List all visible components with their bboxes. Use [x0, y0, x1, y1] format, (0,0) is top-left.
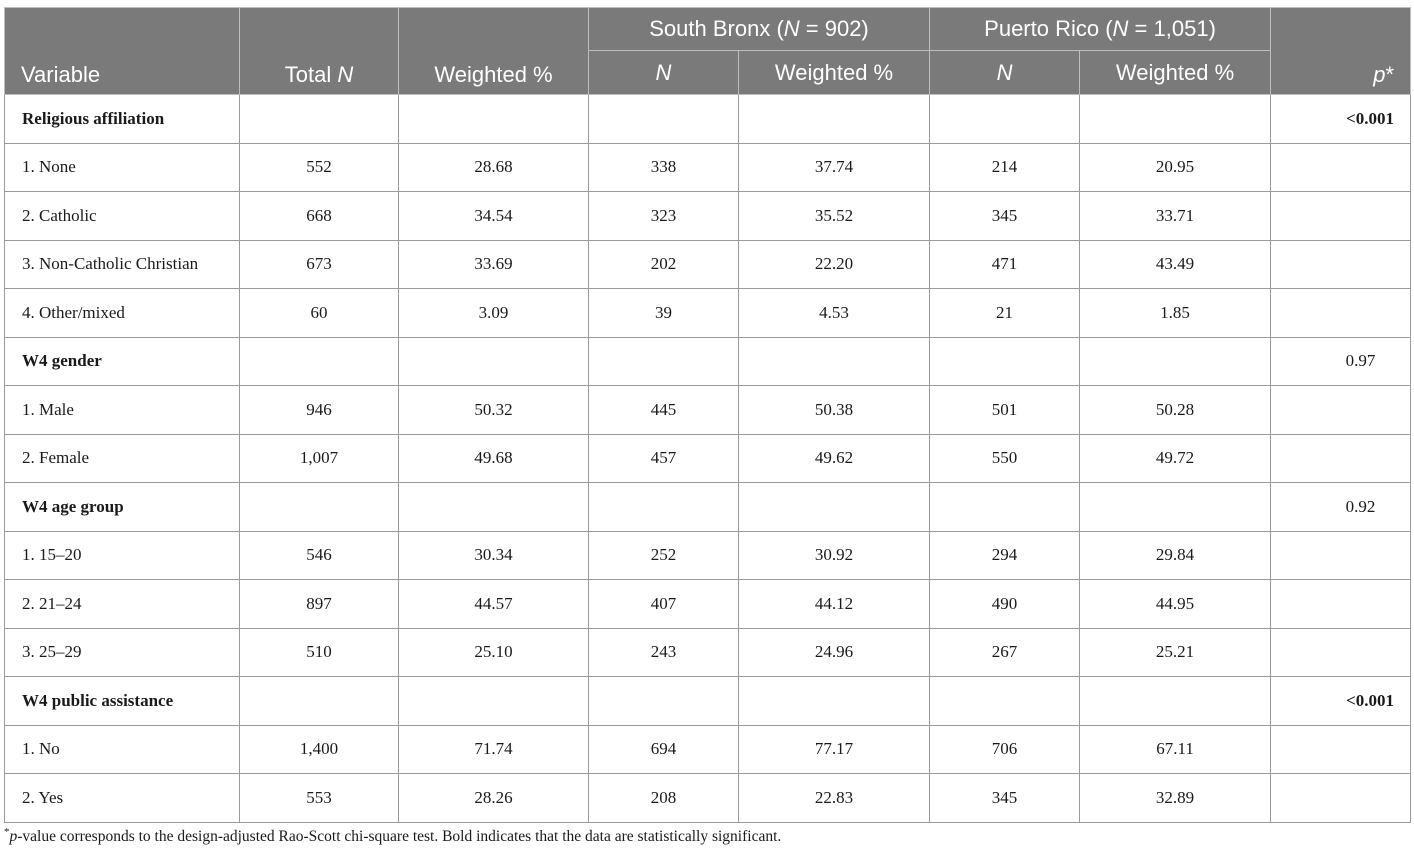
empty-cell — [399, 337, 589, 386]
empty-cell — [1080, 483, 1271, 532]
puerto-rico-weighted-cell: 43.49 — [1080, 240, 1271, 289]
p-value-cell — [1271, 434, 1411, 483]
puerto-rico-weighted-cell: 49.72 — [1080, 434, 1271, 483]
weighted-pct-cell: 28.68 — [399, 143, 589, 192]
puerto-rico-n-cell: 706 — [930, 725, 1080, 774]
empty-cell — [739, 337, 930, 386]
weighted-pct-cell: 50.32 — [399, 386, 589, 435]
empty-cell — [589, 95, 739, 144]
south-bronx-weighted-cell: 22.20 — [739, 240, 930, 289]
empty-cell — [739, 677, 930, 726]
empty-cell — [399, 677, 589, 726]
total-n-cell: 553 — [240, 774, 399, 823]
empty-cell — [589, 483, 739, 532]
total-n-cell: 510 — [240, 628, 399, 677]
row-label: 1. Male — [5, 386, 240, 435]
south-bronx-n-cell: 407 — [589, 580, 739, 629]
south-bronx-weighted-cell: 24.96 — [739, 628, 930, 677]
total-n-cell: 897 — [240, 580, 399, 629]
row-label: 1. None — [5, 143, 240, 192]
weighted-pct-cell: 34.54 — [399, 192, 589, 241]
section-row — [5, 483, 1411, 532]
south-bronx-weighted-cell: 4.53 — [739, 289, 930, 338]
south-bronx-n-cell: 202 — [589, 240, 739, 289]
p-value-cell: <0.001 — [1271, 677, 1411, 726]
south-bronx-n-cell: 243 — [589, 628, 739, 677]
table-row — [5, 434, 1411, 483]
row-label: 4. Other/mixed — [5, 289, 240, 338]
south-bronx-weighted-cell: 30.92 — [739, 531, 930, 580]
row-label: 2. Female — [5, 434, 240, 483]
p-value-cell — [1271, 774, 1411, 823]
empty-cell — [399, 95, 589, 144]
section-label: W4 age group — [5, 483, 240, 532]
empty-cell — [240, 95, 399, 144]
table-row — [5, 774, 1411, 823]
total-n-cell: 946 — [240, 386, 399, 435]
empty-cell — [739, 483, 930, 532]
p-value-cell: 0.97 — [1271, 337, 1411, 386]
puerto-rico-n-cell: 21 — [930, 289, 1080, 338]
empty-cell — [739, 95, 930, 144]
p-value-cell — [1271, 240, 1411, 289]
header-weighted-pct: Weighted % — [399, 8, 589, 95]
weighted-pct-cell: 44.57 — [399, 580, 589, 629]
table-row — [5, 580, 1411, 629]
row-label: 3. Non-Catholic Christian — [5, 240, 240, 289]
empty-cell — [1080, 677, 1271, 726]
empty-cell — [1080, 95, 1271, 144]
empty-cell — [1080, 337, 1271, 386]
puerto-rico-n-cell: 471 — [930, 240, 1080, 289]
table-row — [5, 289, 1411, 338]
south-bronx-weighted-cell: 22.83 — [739, 774, 930, 823]
table-body — [5, 95, 1411, 823]
puerto-rico-n-cell: 267 — [930, 628, 1080, 677]
table-row — [5, 240, 1411, 289]
puerto-rico-weighted-cell: 29.84 — [1080, 531, 1271, 580]
total-n-cell: 546 — [240, 531, 399, 580]
puerto-rico-weighted-cell: 33.71 — [1080, 192, 1271, 241]
total-n-cell: 673 — [240, 240, 399, 289]
empty-cell — [930, 95, 1080, 144]
p-value-cell — [1271, 531, 1411, 580]
weighted-pct-cell: 33.69 — [399, 240, 589, 289]
header-p-value: p* — [1271, 8, 1411, 95]
south-bronx-n-cell: 323 — [589, 192, 739, 241]
empty-cell — [589, 677, 739, 726]
table-footnote: *p-value corresponds to the design-adjusted Rao-Scott chi-square test. Bold indicates that the data are statistically significant. — [4, 826, 782, 846]
p-value-cell — [1271, 289, 1411, 338]
row-label: 1. No — [5, 725, 240, 774]
header-variable: Variable — [5, 8, 240, 95]
row-label: 2. Yes — [5, 774, 240, 823]
header-sb-weighted: Weighted % — [739, 51, 930, 95]
empty-cell — [930, 337, 1080, 386]
section-label: W4 public assistance — [5, 677, 240, 726]
south-bronx-n-cell: 252 — [589, 531, 739, 580]
p-value-cell — [1271, 580, 1411, 629]
weighted-pct-cell: 71.74 — [399, 725, 589, 774]
section-row — [5, 95, 1411, 144]
table-row — [5, 386, 1411, 435]
table-row — [5, 143, 1411, 192]
south-bronx-weighted-cell: 44.12 — [739, 580, 930, 629]
south-bronx-weighted-cell: 35.52 — [739, 192, 930, 241]
table-row — [5, 531, 1411, 580]
p-value-cell — [1271, 143, 1411, 192]
puerto-rico-weighted-cell: 25.21 — [1080, 628, 1271, 677]
total-n-cell: 60 — [240, 289, 399, 338]
total-n-cell: 1,007 — [240, 434, 399, 483]
row-label: 1. 15–20 — [5, 531, 240, 580]
weighted-pct-cell: 3.09 — [399, 289, 589, 338]
weighted-pct-cell: 49.68 — [399, 434, 589, 483]
south-bronx-n-cell: 445 — [589, 386, 739, 435]
p-value-cell — [1271, 628, 1411, 677]
header-sb-n: N — [589, 51, 739, 95]
empty-cell — [930, 483, 1080, 532]
south-bronx-n-cell: 694 — [589, 725, 739, 774]
puerto-rico-n-cell: 550 — [930, 434, 1080, 483]
south-bronx-weighted-cell: 50.38 — [739, 386, 930, 435]
section-label: W4 gender — [5, 337, 240, 386]
south-bronx-n-cell: 457 — [589, 434, 739, 483]
empty-cell — [930, 677, 1080, 726]
row-label: 2. 21–24 — [5, 580, 240, 629]
table-row — [5, 192, 1411, 241]
south-bronx-weighted-cell: 77.17 — [739, 725, 930, 774]
south-bronx-weighted-cell: 37.74 — [739, 143, 930, 192]
puerto-rico-n-cell: 345 — [930, 774, 1080, 823]
row-label: 2. Catholic — [5, 192, 240, 241]
header-group-puerto-rico: Puerto Rico (N = 1,051) — [930, 8, 1271, 51]
p-value-cell: <0.001 — [1271, 95, 1411, 144]
total-n-cell: 552 — [240, 143, 399, 192]
section-row — [5, 677, 1411, 726]
puerto-rico-weighted-cell: 1.85 — [1080, 289, 1271, 338]
weighted-pct-cell: 25.10 — [399, 628, 589, 677]
header-pr-weighted: Weighted % — [1080, 51, 1271, 95]
section-label: Religious affiliation — [5, 95, 240, 144]
p-value-cell — [1271, 725, 1411, 774]
puerto-rico-weighted-cell: 44.95 — [1080, 580, 1271, 629]
weighted-pct-cell: 28.26 — [399, 774, 589, 823]
total-n-cell: 1,400 — [240, 725, 399, 774]
puerto-rico-weighted-cell: 67.11 — [1080, 725, 1271, 774]
south-bronx-n-cell: 208 — [589, 774, 739, 823]
header-group-south-bronx: South Bronx (N = 902) — [589, 8, 930, 51]
row-label: 3. 25–29 — [5, 628, 240, 677]
section-row — [5, 337, 1411, 386]
empty-cell — [240, 337, 399, 386]
p-value-cell — [1271, 192, 1411, 241]
puerto-rico-n-cell: 294 — [930, 531, 1080, 580]
p-value-cell: 0.92 — [1271, 483, 1411, 532]
header-total-n: Total N — [240, 8, 399, 95]
empty-cell — [399, 483, 589, 532]
puerto-rico-weighted-cell: 32.89 — [1080, 774, 1271, 823]
weighted-pct-cell: 30.34 — [399, 531, 589, 580]
puerto-rico-weighted-cell: 20.95 — [1080, 143, 1271, 192]
south-bronx-n-cell: 39 — [589, 289, 739, 338]
puerto-rico-n-cell: 345 — [930, 192, 1080, 241]
table-container — [4, 7, 1410, 823]
header-pr-n: N — [930, 51, 1080, 95]
total-n-cell: 668 — [240, 192, 399, 241]
puerto-rico-n-cell: 501 — [930, 386, 1080, 435]
table-row — [5, 628, 1411, 677]
table-row — [5, 725, 1411, 774]
demographics-table — [4, 7, 1411, 823]
p-value-cell — [1271, 386, 1411, 435]
puerto-rico-n-cell: 214 — [930, 143, 1080, 192]
puerto-rico-n-cell: 490 — [930, 580, 1080, 629]
south-bronx-n-cell: 338 — [589, 143, 739, 192]
empty-cell — [240, 483, 399, 532]
south-bronx-weighted-cell: 49.62 — [739, 434, 930, 483]
puerto-rico-weighted-cell: 50.28 — [1080, 386, 1271, 435]
table-header — [5, 8, 1411, 95]
empty-cell — [589, 337, 739, 386]
empty-cell — [240, 677, 399, 726]
